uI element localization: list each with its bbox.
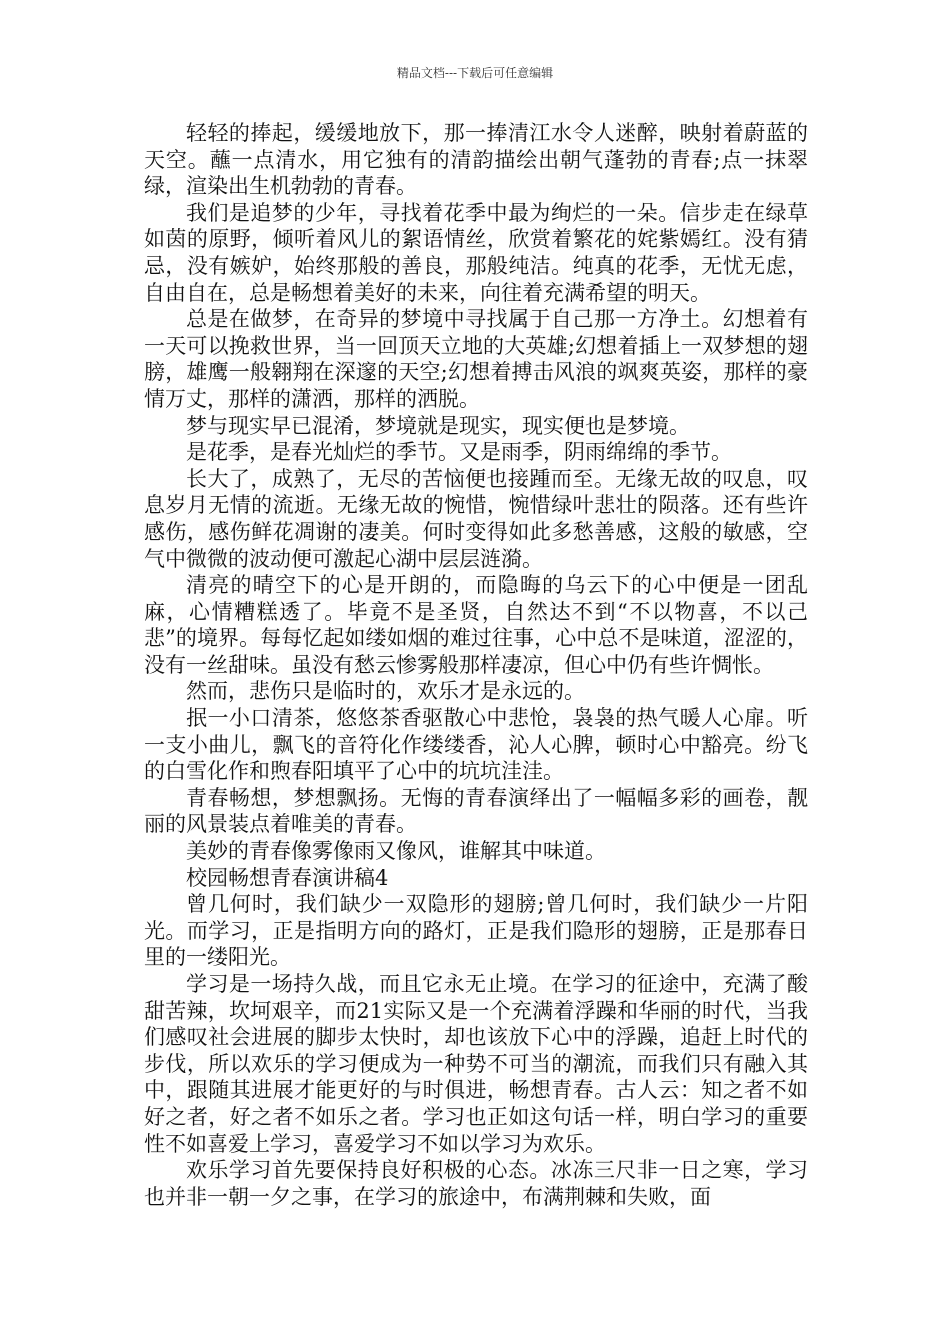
paragraph: 青春畅想，梦想飘扬。无悔的青春演绎出了一幅幅多彩的画卷，靓丽的风景装点着唯美的青春。	[144, 785, 808, 837]
paragraph: 我们是追梦的少年，寻找着花季中最为绚烂的一朵。信步走在绿草如茵的原野，倾听着风儿的絮语情丝，欣赏着繁花的姹紫嫣红。没有猜忌，没有嫉妒，始终那般的善良，那般纯洁。纯真的花季，无忧无虑，自由自在，总是畅想着美好的未来，向往着充满希望的明天。	[144, 200, 808, 305]
paragraph: 美妙的青春像雾像雨又像风，谁解其中味道。	[186, 839, 606, 864]
paragraph: 长大了，成熟了，无尽的苦恼便也接踵而至。无缘无故的叹息，叹息岁月无情的流逝。无缘无故的惋惜，惋惜绿叶悲壮的陨落。还有些许感伤，感伤鲜花凋谢的凄美。何时变得如此多愁善感，这般的敏感，空气中微微的波动便可激起心湖中层层涟漪。	[144, 466, 808, 571]
paragraph: 是花季，是春光灿烂的季节。又是雨季，阴雨绵绵的季节。	[186, 440, 732, 465]
paragraph: 抿一小口清茶，悠悠茶香驱散心中悲怆，袅袅的热气暖人心扉。听一支小曲儿，飘飞的音符化作缕缕香，沁人心脾，顿时心中豁亮。纷飞的白雪化作和煦春阳填平了心中的坑坑洼洼。	[144, 706, 808, 784]
paragraph: 清亮的晴空下的心是开朗的，而隐晦的乌云下的心中便是一团乱麻，心情糟糕透了。毕竟不是圣贤，自然达不到“不以物喜，不以己悲”的境界。每每忆起如缕如烟的难过往事，心中总不是味道，涩涩的，没有一丝甜味。虽没有愁云惨雾般那样凄凉，但心中仍有些许惆怅。	[144, 573, 808, 677]
paragraph: 学习是一场持久战，而且它永无止境。在学习的征途中，充满了酸甜苦辣，坎坷艰辛，而21实际又是一个充满着浮躁和华丽的时代，当我们感叹社会进展的脚步太快时，却也该放下心中的浮躁，追赶上时代的步伐，所以欢乐的学习便成为一种势不可当的潮流，而我们只有融入其中，跟随其进展才能更好的与时俱进，畅想青春。古人云：知之者不如好之者，好之者不如乐之者。学习也正如这句话一样，明白学习的重要性不如喜爱上学习，喜爱学习不如以学习为欢乐。	[144, 972, 808, 1156]
paragraph: 梦与现实早已混淆，梦境就是现实，现实便也是梦境。	[186, 413, 690, 438]
paragraph: 总是在做梦，在奇异的梦境中寻找属于自己那一方净土。幻想着有一天可以挽救世界，当一回顶天立地的大英雄;幻想着插上一双梦想的翅膀，雄鹰一般翱翔在深邃的天空;幻想着搏击风浪的飒爽英姿，那样的豪情万丈，那样的潇洒，那样的洒脱。	[144, 307, 808, 411]
page-header: 精品文档---下载后可任意编辑	[396, 66, 554, 80]
paragraph: 然而，悲伤只是临时的，欢乐才是永远的。	[186, 679, 585, 704]
section-heading: 校园畅想青春演讲稿4	[186, 865, 389, 890]
paragraph: 轻轻的捧起，缓缓地放下，那一捧清江水令人迷醉，映射着蔚蓝的天空。蘸一点清水，用它独有的清韵描绘出朝气蓬勃的青春;点一抹翠绿，渲染出生机勃勃的青春。	[144, 121, 808, 199]
document-body	[144, 120, 808, 1210]
paragraph: 曾几何时，我们缺少一双隐形的翅膀;曾几何时，我们缺少一片阳光。而学习，正是指明方向的路灯，正是我们隐形的翅膀，正是那春日里的一缕阳光。	[144, 892, 808, 970]
paragraph: 欢乐学习首先要保持良好积极的心态。冰冻三尺非一日之寒，学习也并非一朝一夕之事，在学习的旅途中，布满荆棘和失败，面	[144, 1158, 808, 1209]
